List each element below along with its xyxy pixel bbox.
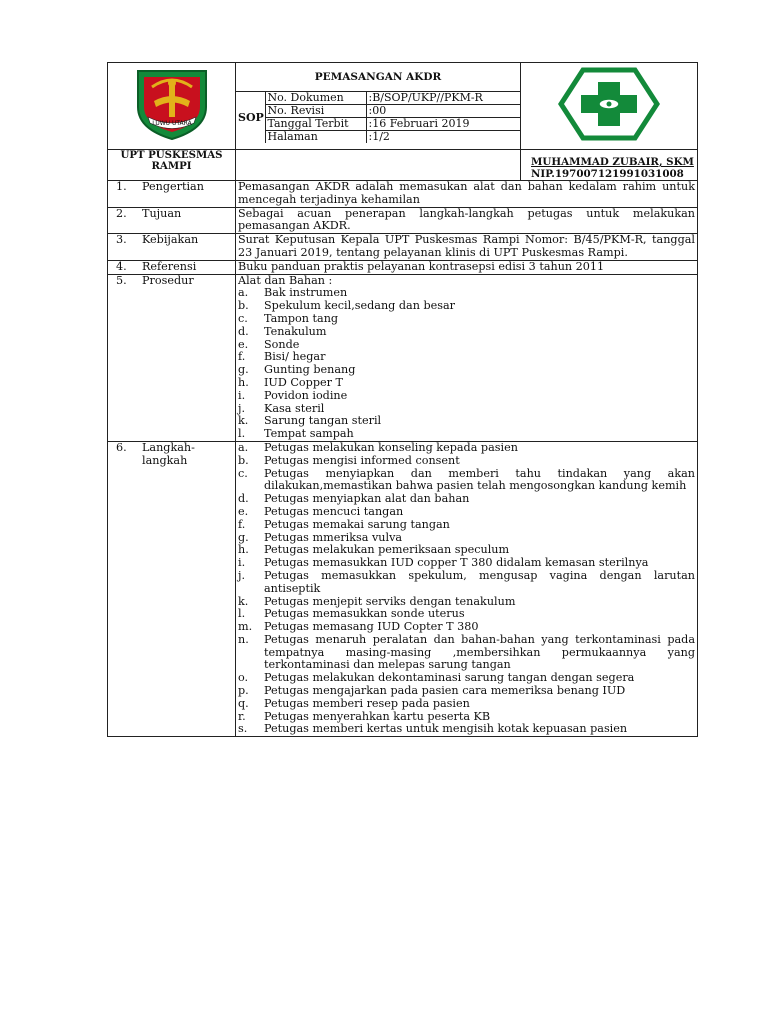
list-marker: o.: [238, 671, 249, 685]
section-label: Langkah-langkah: [142, 440, 195, 467]
sop-table: [107, 62, 698, 737]
list-marker: k.: [238, 594, 249, 608]
step-item: [238, 685, 695, 698]
list-text: Petugas memberi kertas untuk mengisih kotak kepuasan pasien: [264, 722, 628, 736]
tool-item: [238, 313, 695, 326]
list-marker: j.: [238, 401, 246, 415]
list-marker: l.: [238, 427, 246, 441]
puskesmas-logo-cell: [521, 63, 698, 150]
meta-label: No. Revisi: [265, 105, 366, 118]
signature-block: [521, 150, 698, 181]
list-text: Spekulum kecil,sedang dan besar: [264, 299, 456, 313]
step-item: [238, 506, 695, 519]
section-number: 6.: [116, 440, 127, 454]
list-text: IUD Copper T: [264, 375, 343, 389]
tools-list: [238, 287, 695, 441]
list-marker: i.: [238, 556, 246, 570]
step-item: [238, 455, 695, 468]
list-text: Petugas menyiapkan dan memberi tahu tindakan yang akan dilakukan,memastikan bahwa pasien telah mengosongkan kandung kemih: [264, 466, 695, 493]
list-marker: j.: [238, 568, 246, 582]
section-label: Pengertian: [142, 180, 204, 193]
tool-item: [238, 377, 695, 390]
list-marker: m.: [238, 620, 253, 634]
list-marker: a.: [238, 286, 249, 300]
list-text: Petugas memakai sarung tangan: [264, 517, 450, 531]
puskesmas-logo-icon: [549, 64, 669, 144]
section-label-cell: [108, 274, 236, 441]
list-text: Bisi/ hegar: [264, 350, 326, 364]
list-marker: a.: [238, 440, 249, 454]
list-text: Petugas menyiapkan alat dan bahan: [264, 492, 470, 506]
section-text: Pemasangan AKDR adalah memasukan alat dan bahan kedalam rahim untuk mencegah terjadinya kehamilan: [236, 181, 698, 208]
section-label-cell: [108, 181, 236, 208]
tool-item: [238, 326, 695, 339]
sop-document: [107, 62, 697, 737]
step-item: [238, 621, 695, 634]
sop-label: SOP: [236, 92, 265, 144]
step-item: [238, 570, 695, 596]
section-text: Sebagai acuan penerapan langkah-langkah petugas untuk melakukan pemasangan AKDR.: [236, 207, 698, 234]
meta-value: :1/2: [366, 131, 520, 144]
section-label: Referensi: [142, 259, 197, 273]
list-text: Petugas mencuci tangan: [264, 504, 404, 518]
list-marker: k.: [238, 414, 249, 428]
step-item: [238, 634, 695, 672]
list-marker: d.: [238, 324, 249, 338]
list-marker: b.: [238, 299, 249, 313]
list-text: Petugas menyerahkan kartu peserta KB: [264, 709, 491, 723]
list-marker: i.: [238, 388, 246, 402]
meta-value: :16 Februari 2019: [366, 118, 520, 131]
list-text: Petugas memasukkan sonde uterus: [264, 607, 465, 621]
list-text: Petugas memberi resep pada pasien: [264, 696, 470, 710]
list-marker: s.: [238, 722, 248, 736]
list-marker: d.: [238, 492, 249, 506]
regency-logo-cell: [108, 63, 236, 150]
list-marker: c.: [238, 466, 248, 480]
list-marker: b.: [238, 453, 249, 467]
section-number: 3.: [116, 233, 127, 247]
list-text: Petugas memasang IUD Copter T 380: [264, 620, 479, 634]
signer-name: MUHAMMAD ZUBAIR, SKM: [531, 156, 694, 168]
section-number: 4.: [116, 259, 127, 273]
list-text: Petugas memasukkan IUD copper T 380 didalam kemasan sterilnya: [264, 556, 649, 570]
list-text: Sonde: [264, 337, 300, 351]
list-text: Povidon iodine: [264, 388, 348, 402]
list-marker: e.: [238, 504, 249, 518]
list-text: Tenakulum: [264, 324, 327, 338]
list-marker: h.: [238, 375, 249, 389]
list-text: Petugas menaruh peralatan dan bahan-bahan yang terkontaminasi pada tempatnya masing-masing ,membersihkan permukaannya yang terkontaminasi dan melepas sarung tangan: [264, 632, 695, 672]
step-item: [238, 698, 695, 711]
list-marker: p.: [238, 684, 249, 698]
meta-label: Halaman: [265, 131, 366, 144]
list-marker: g.: [238, 530, 249, 544]
prosedur-heading: Alat dan Bahan :: [238, 273, 333, 287]
list-text: Petugas melakukan konseling kepada pasien: [264, 440, 518, 454]
section-number: 2.: [116, 206, 127, 220]
list-text: Petugas melakukan pemeriksaan speculum: [264, 543, 510, 557]
step-item: [238, 557, 695, 570]
list-marker: g.: [238, 363, 249, 377]
section-text: Buku panduan praktis pelayanan kontrasepsi edisi 3 tahun 2011: [236, 260, 698, 274]
list-text: Petugas mengajarkan pada pasien cara memeriksa benang IUD: [264, 684, 626, 698]
section-label-cell: [108, 441, 236, 736]
list-marker: q.: [238, 696, 249, 710]
section-label-cell: [108, 234, 236, 261]
list-marker: c.: [238, 311, 248, 325]
list-text: Gunting benang: [264, 363, 356, 377]
list-marker: r.: [238, 709, 246, 723]
langkah-content: [236, 441, 698, 736]
section-label: Tujuan: [142, 206, 182, 220]
step-item: [238, 723, 695, 736]
org-name: UPT PUSKESMAS RAMPI: [108, 150, 236, 181]
section-label-cell: [108, 207, 236, 234]
section-number: 5.: [116, 273, 127, 287]
meta-value: :00: [366, 105, 520, 118]
tool-item: [238, 428, 695, 441]
step-item: [238, 442, 695, 455]
section-label: Prosedur: [142, 273, 194, 287]
list-marker: f.: [238, 517, 246, 531]
luwu-utara-logo-icon: [130, 67, 214, 141]
list-text: Petugas mmeriksa vulva: [264, 530, 403, 544]
list-text: Petugas memasukkan spekulum, mengusap vagina dengan larutan antiseptik: [264, 568, 695, 595]
list-marker: h.: [238, 543, 249, 557]
title-block: [236, 63, 521, 150]
meta-label: Tanggal Terbit: [265, 118, 366, 131]
tool-item: [238, 390, 695, 403]
list-text: Petugas mengisi informed consent: [264, 453, 460, 467]
list-text: Kasa steril: [264, 401, 325, 415]
list-text: Tampon tang: [264, 311, 339, 325]
list-text: Petugas menjepit serviks dengan tenakulum: [264, 594, 516, 608]
steps-list: [238, 442, 695, 736]
step-item: [238, 493, 695, 506]
meta-label: No. Dokumen: [265, 92, 366, 105]
signer-nip: NIP.197007121991031008: [531, 167, 684, 180]
prosedur-content: [236, 274, 698, 441]
document-title: PEMASANGAN AKDR: [314, 71, 442, 83]
list-marker: f.: [238, 350, 246, 364]
section-number: 1.: [116, 180, 127, 193]
section-text: Surat Keputusan Kepala UPT Puskesmas Rampi Nomor: B/45/PKM-R, tanggal 23 Januari 2019, tentang pelayanan klinis di UPT Puskesmas Rampi.: [236, 234, 698, 261]
svg-text:LUWU UTARA: LUWU UTARA: [151, 120, 192, 128]
step-item: [238, 468, 695, 494]
list-marker: n.: [238, 632, 249, 646]
list-marker: l.: [238, 607, 246, 621]
section-label-cell: [108, 260, 236, 274]
meta-value: :B/SOP/UKP//PKM-R: [366, 92, 520, 105]
list-text: Tempat sampah: [264, 427, 354, 441]
list-text: Bak instrumen: [264, 286, 348, 300]
list-text: Petugas melakukan dekontaminasi sarung tangan dengan segera: [264, 671, 635, 685]
empty-cell: [236, 150, 521, 181]
section-label: Kebijakan: [142, 233, 199, 247]
list-marker: e.: [238, 337, 249, 351]
step-item: [238, 519, 695, 532]
list-text: Sarung tangan steril: [264, 414, 382, 428]
